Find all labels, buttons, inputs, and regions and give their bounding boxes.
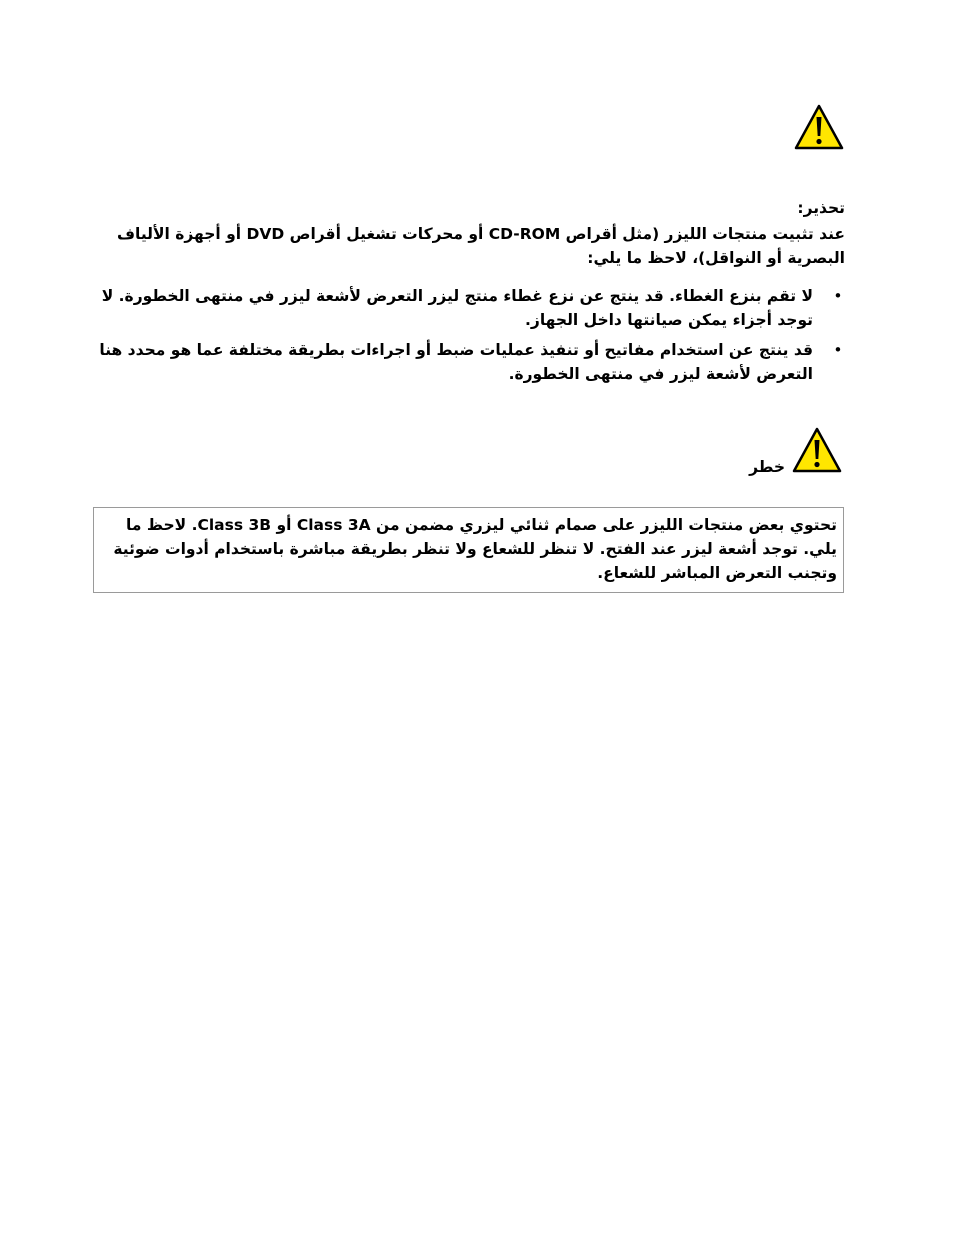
bullet-icon: • [833, 287, 843, 305]
bullet-text: قد ينتج عن استخدام مفاتيح أو تنفيذ عمليات ضبط أو اجراءات بطريقة مختلفة عما هو محدد هنا التعرض لأشعة ليزر في منتهى الخطورة. [99, 341, 813, 383]
list-item [96, 338, 845, 386]
danger-warning-triangle-icon [792, 427, 842, 473]
caution-heading: تحذير: [797, 199, 845, 217]
bullet-text: لا تقم بنزع الغطاء. قد ينتج عن نزع غطاء منتج ليزر التعرض لأشعة ليزر في منتهى الخطورة. لا توجد أجزاء يمكن صيانتها داخل الجهاز. [101, 287, 813, 329]
bullet-icon: • [833, 341, 843, 359]
caution-bullet-list [96, 284, 845, 392]
caution-intro-text: عند تثبيت منتجات الليزر (مثل أقراص CD-ROM أو محركات تشغيل أقراص DVD أو أجهزة الألياف البصرية أو النواقل)، لاحظ ما يلي: [117, 225, 845, 267]
list-item [96, 284, 845, 332]
danger-notice-box [93, 507, 844, 593]
caution-warning-triangle-icon [794, 104, 844, 150]
danger-label: خطر [749, 458, 785, 476]
danger-notice-text: تحتوي بعض منتجات الليزر على صمام ثنائي ليزري مضمن من Class 3A أو Class 3B. لاحظ ما يلي. توجد أشعة ليزر عند الفتح. لا تنظر للشعاع ولا تنظر بطريقة مباشرة باستخدام أدوات ضوئية وتجنب التعرض المباشر للشعاع. [113, 516, 837, 582]
